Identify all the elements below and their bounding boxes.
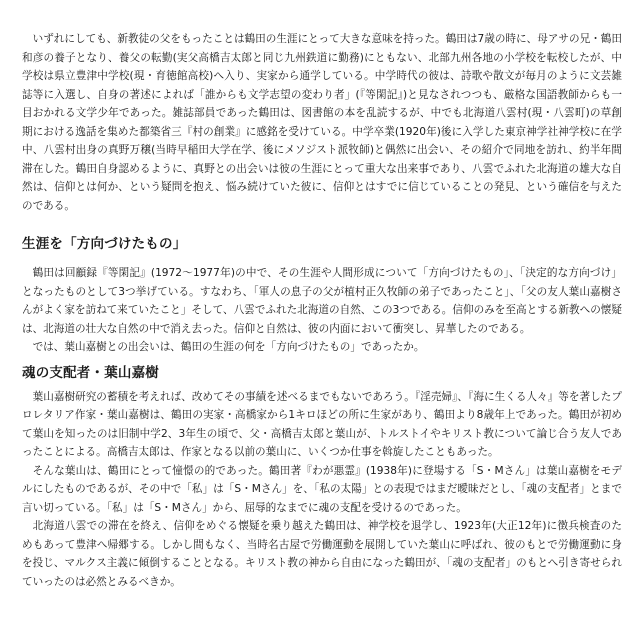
- document-page: [22, 30, 622, 591]
- section1-paragraph: では、葉山嘉樹との出会いは、鶴田の生涯の何を「方向づけたもの」であったか。: [32, 341, 425, 353]
- section-heading-direction: 生涯を「方向づけたもの」: [22, 236, 187, 252]
- section2-paragraph: 北海道八雲での滞在を終え、信仰をめぐる懐疑を乗り越えた鶴田は、神学校を退学し、1923年(大正12年)に徴兵検査のためもあって豊津へ帰郷する。しかし間もなく、当時名古屋で労働運動を展開していた葉山に呼ばれ、彼のもとで労働運動に身を投じ、マルクス主義に傾倒することとなる。キリスト教の神から自由になった鶴田が、「魂の支配者」のもとへ引き寄せられていったのは必然とみるべきか。: [22, 520, 622, 588]
- section-heading-hayama: 魂の支配者・葉山嘉樹: [22, 364, 159, 381]
- section2-paragraph: そんな葉山は、鶴田にとって憧憬の的であった。鶴田著『わが悪霊』(1938年)に登場する「S・Mさん」は葉山嘉樹をモデルにしたものであるが、その中で「私」は「S・Mさん」を、「私の太陽」との表現ではまだ曖昧だとし、「魂の支配者」とまで言い切っている。「私」は「S・Mさん」から、屈辱的なまでに魂の支配を受けるのであった。: [22, 464, 622, 514]
- section1-paragraph: 鶴田は回顧録『等閑記』(1972〜1977年)の中で、その生涯や人間形成について「方向づけたもの」、「決定的な方向づけ」となったものとして3つ挙げている。すなわち、「軍人の息子の父が植村正久牧師の弟子であったこと」、「父の友人葉山嘉樹さんがよく家を訪ねて来ていたこと」そして、八雲でふれた北海道の自然、この3つである。信仰のみを至高とする新教への懐疑は、北海道の壮大な自然の中で消え去った。信仰と自然は、彼の内面において衝突し、昇華したのである。: [22, 267, 622, 335]
- section2-paragraph: 葉山嘉樹研究の蓄積を考えれば、改めてその事績を述べるまでもないであろう。『淫売婦』、『海に生くる人々』等を著したプロレタリア作家・葉山嘉樹は、鶴田の実家・高橋家から1キロほどの所に生家があり、鶴田より8歳年上であった。鶴田が初めて葉山を知ったのは旧制中学2、3年生の頃で、父・高橋吉太郎と葉山が、トルストイやキリスト教について論じ合う友人であったことによる。高橋吉太郎は、作家となる以前の葉山に、いくつか仕事を斡旋したこともあった。: [22, 390, 622, 458]
- intro-paragraph: いずれにしても、新教徒の父をもったことは鶴田の生涯にとって大きな意味を持った。鶴田は7歳の時に、母アサの兄・鶴田和彦の養子となり、養父の転勤(実父高橋吉太郎と同じ九州鉄道に勤務)にともない、北部九州各地の小学校を転校したが、中学校は県立豊津中学校(現・育徳館高校)へ入り、実家から通学している。中学時代の彼は、詩歌や散文が毎月のように文芸雑誌等に入選し、自身の著述によれば「誰からも文学志望の変わり者」(『等閑記』)と見なされつつも、厳格な国語教師からも一目おかれる文学少年であった。雑誌部員であった鶴田は、図書館の本を乱読するが、中でも北海道八雲村(現・八雲町)の草創期における逸話を集めた都築省三『村の創業』に感銘を受けている。中学卒業(1920年)後に入学した東京神学社神学校に在学中、八雲村出身の真野万穣(当時早稲田大学在学、後にメソジスト派牧師)と偶然に出会い、その紹介で同地を訪れ、約半年間滞在した。鶴田自身認めるように、真野との出会いは彼の生涯にとって重大な出来事であり、八雲でふれた北海道の雄大な自然は、信仰とは何か、という疑問を抱え、悩み続けていた彼に、信仰とはすでに信じていることの発見、という確信を与えたのである。: [22, 33, 622, 212]
